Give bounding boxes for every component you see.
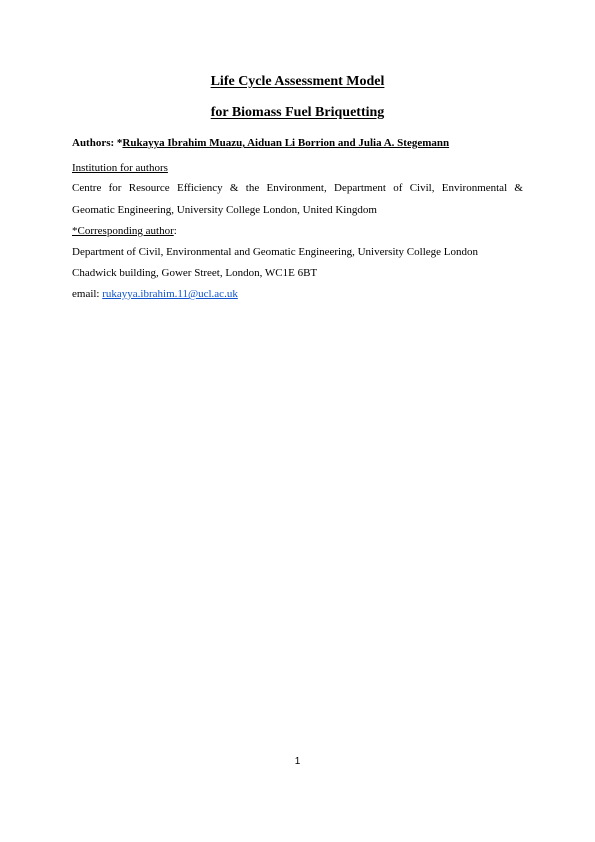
author-names: Rukayya Ibrahim Muazu, Aiduan Li Borrion and Julia A. Stegemann <box>122 137 450 149</box>
corresponding-line-2: Chadwick building, Gower Street, London, WC1E 6BT <box>72 267 318 279</box>
email-line <box>72 287 238 301</box>
institution-heading-line <box>72 161 168 175</box>
page-number: 1 <box>294 756 301 767</box>
corresponding-heading-line <box>72 224 177 238</box>
institution-heading: Institution for authors <box>72 162 168 174</box>
authors-line <box>72 136 449 150</box>
corresponding-line-1: Department of Civil, Environmental and Geomatic Engineering, University College London <box>72 246 478 258</box>
email-label: email: <box>72 288 103 300</box>
corresponding-colon: : <box>173 225 177 237</box>
title-line-2: for Biomass Fuel Briquetting <box>210 105 385 120</box>
corresponding-heading: *Corresponding author <box>72 225 174 237</box>
title-line-1: Life Cycle Assessment Model <box>210 74 385 89</box>
institution-line-1: Centre for Resource Efficiency & the Environment, Department of Civil, Environmental & <box>72 182 523 194</box>
authors-label: Authors: * <box>72 137 123 149</box>
email-link[interactable]: rukayya.ibrahim.11@ucl.ac.uk <box>102 288 238 300</box>
institution-line-2: Geomatic Engineering, University College London, United Kingdom <box>72 204 377 216</box>
